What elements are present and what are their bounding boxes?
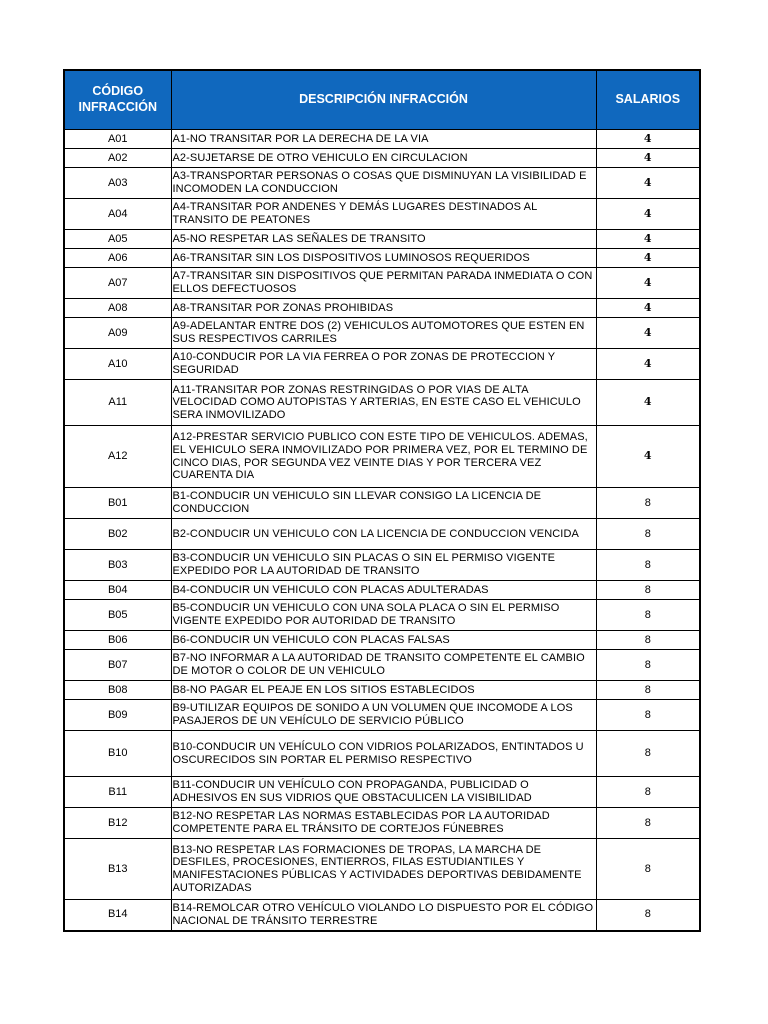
table-row [64, 777, 700, 808]
wages-cell: 8 [596, 631, 700, 650]
wages-cell: 8 [596, 839, 700, 900]
description-cell: A7-TRANSITAR SIN DISPOSITIVOS QUE PERMITAN PARADA INMEDIATA O CON ELLOS DEFECTUOSOS [171, 268, 596, 299]
wages-cell: 4 [596, 149, 700, 168]
table-row [64, 249, 700, 268]
wages-cell: 8 [596, 488, 700, 519]
description-cell: A10-CONDUCIR POR LA VIA FERREA O POR ZONAS DE PROTECCION Y SEGURIDAD [171, 349, 596, 380]
wages-cell: 8 [596, 700, 700, 731]
table-row [64, 681, 700, 700]
code-cell: B08 [64, 681, 171, 700]
description-cell: B8-NO PAGAR EL PEAJE EN LOS SITIOS ESTABLECIDOS [171, 681, 596, 700]
table-header [64, 70, 700, 130]
table-row [64, 581, 700, 600]
description-cell: A1-NO TRANSITAR POR LA DERECHA DE LA VIA [171, 130, 596, 149]
description-cell: B2-CONDUCIR UN VEHICULO CON LA LICENCIA DE CONDUCCION VENCIDA [171, 519, 596, 550]
description-cell: B10-CONDUCIR UN VEHÍCULO CON VIDRIOS POLARIZADOS, ENTINTADOS U OSCURECIDOS SIN PORTAR EL PERMISO RESPECTIVO [171, 731, 596, 777]
code-cell: A05 [64, 230, 171, 249]
wages-cell: 4 [596, 426, 700, 488]
description-cell: B6-CONDUCIR UN VEHICULO CON PLACAS FALSAS [171, 631, 596, 650]
table-row [64, 731, 700, 777]
code-cell: B14 [64, 900, 171, 931]
code-cell: B10 [64, 731, 171, 777]
table-row [64, 631, 700, 650]
description-cell: A4-TRANSITAR POR ANDENES Y DEMÁS LUGARES DESTINADOS AL TRANSITO DE PEATONES [171, 199, 596, 230]
wages-cell: 8 [596, 731, 700, 777]
header-row [64, 70, 700, 130]
table-body [64, 130, 700, 931]
description-cell: B7-NO INFORMAR A LA AUTORIDAD DE TRANSITO COMPETENTE EL CAMBIO DE MOTOR O COLOR DE UN VEHICULO [171, 650, 596, 681]
wages-cell: 8 [596, 808, 700, 839]
wages-cell: 4 [596, 168, 700, 199]
code-cell: B11 [64, 777, 171, 808]
code-cell: B09 [64, 700, 171, 731]
description-cell: B11-CONDUCIR UN VEHÍCULO CON PROPAGANDA, PUBLICIDAD O ADHESIVOS EN SUS VIDRIOS QUE OBSTACULICEN LA VISIBILIDAD [171, 777, 596, 808]
infractions-table [63, 69, 701, 932]
wages-cell: 4 [596, 199, 700, 230]
description-cell: B12-NO RESPETAR LAS NORMAS ESTABLECIDAS POR LA AUTORIDAD COMPETENTE PARA EL TRÁNSITO DE CORTEJOS FÚNEBRES [171, 808, 596, 839]
table-row [64, 839, 700, 900]
table-row [64, 268, 700, 299]
table-row [64, 550, 700, 581]
table-row [64, 380, 700, 426]
table-row [64, 808, 700, 839]
table-row [64, 900, 700, 931]
description-cell: A12-PRESTAR SERVICIO PUBLICO CON ESTE TIPO DE VEHICULOS. ADEMAS, EL VEHICULO SERA INMOVILIZADO POR PRIMERA VEZ, POR EL TERMINO DE CINCO DIAS, POR SEGUNDA VEZ VEINTE DIAS Y POR TERCERA VEZ CUARENTA DIA [171, 426, 596, 488]
code-cell: A11 [64, 380, 171, 426]
wages-cell: 4 [596, 299, 700, 318]
description-cell: B4-CONDUCIR UN VEHICULO CON PLACAS ADULTERADAS [171, 581, 596, 600]
code-cell: B05 [64, 600, 171, 631]
code-cell: A07 [64, 268, 171, 299]
description-cell: A5-NO RESPETAR LAS SEÑALES DE TRANSITO [171, 230, 596, 249]
description-cell: A8-TRANSITAR POR ZONAS PROHIBIDAS [171, 299, 596, 318]
description-cell: A6-TRANSITAR SIN LOS DISPOSITIVOS LUMINOSOS REQUERIDOS [171, 249, 596, 268]
code-cell: A12 [64, 426, 171, 488]
description-cell: A3-TRANSPORTAR PERSONAS O COSAS QUE DISMINUYAN LA VISIBILIDAD E INCOMODEN LA CONDUCCION [171, 168, 596, 199]
code-cell: B02 [64, 519, 171, 550]
table-row [64, 318, 700, 349]
code-cell: A09 [64, 318, 171, 349]
code-cell: B06 [64, 631, 171, 650]
description-cell: B9-UTILIZAR EQUIPOS DE SONIDO A UN VOLUMEN QUE INCOMODE A LOS PASAJEROS DE UN VEHÍCULO DE SERVICIO PÚBLICO [171, 700, 596, 731]
wages-cell: 4 [596, 249, 700, 268]
wages-cell: 8 [596, 581, 700, 600]
header-code: CÓDIGO INFRACCIÓN [64, 70, 171, 130]
wages-cell: 4 [596, 230, 700, 249]
description-cell: A11-TRANSITAR POR ZONAS RESTRINGIDAS O POR VIAS DE ALTA VELOCIDAD COMO AUTOPISTAS Y ARTERIAS, EN ESTE CASO EL VEHICULO SERA INMOVILIZADO [171, 380, 596, 426]
table-row [64, 600, 700, 631]
header-description: DESCRIPCIÓN INFRACCIÓN [171, 70, 596, 130]
code-cell: A02 [64, 149, 171, 168]
wages-cell: 8 [596, 681, 700, 700]
description-cell: B1-CONDUCIR UN VEHICULO SIN LLEVAR CONSIGO LA LICENCIA DE CONDUCCION [171, 488, 596, 519]
description-cell: B5-CONDUCIR UN VEHICULO CON UNA SOLA PLACA O SIN EL PERMISO VIGENTE EXPEDIDO POR AUTORIDAD DE TRANSITO [171, 600, 596, 631]
wages-cell: 8 [596, 650, 700, 681]
code-cell: B12 [64, 808, 171, 839]
table-row [64, 650, 700, 681]
code-cell: A03 [64, 168, 171, 199]
wages-cell: 8 [596, 519, 700, 550]
wages-cell: 4 [596, 318, 700, 349]
table-row [64, 519, 700, 550]
header-wages: SALARIOS [596, 70, 700, 130]
code-cell: A04 [64, 199, 171, 230]
description-cell: B13-NO RESPETAR LAS FORMACIONES DE TROPAS, LA MARCHA DE DESFILES, PROCESIONES, ENTIERROS, FILAS ESTUDIANTILES Y MANIFESTACIONES PÚBLICAS Y ACTIVIDADES DEPORTIVAS DEBIDAMENTE AUTORIZADAS [171, 839, 596, 900]
wages-cell: 8 [596, 777, 700, 808]
code-cell: A10 [64, 349, 171, 380]
table-row [64, 230, 700, 249]
table-row [64, 700, 700, 731]
wages-cell: 8 [596, 900, 700, 931]
description-cell: A9-ADELANTAR ENTRE DOS (2) VEHICULOS AUTOMOTORES QUE ESTEN EN SUS RESPECTIVOS CARRILES [171, 318, 596, 349]
wages-cell: 4 [596, 349, 700, 380]
wages-cell: 4 [596, 380, 700, 426]
code-cell: B01 [64, 488, 171, 519]
wages-cell: 4 [596, 130, 700, 149]
table-row [64, 130, 700, 149]
code-cell: A01 [64, 130, 171, 149]
wages-cell: 8 [596, 550, 700, 581]
description-cell: B14-REMOLCAR OTRO VEHÍCULO VIOLANDO LO DISPUESTO POR EL CÓDIGO NACIONAL DE TRÁNSITO TERRESTRE [171, 900, 596, 931]
description-cell: A2-SUJETARSE DE OTRO VEHICULO EN CIRCULACION [171, 149, 596, 168]
table-row [64, 426, 700, 488]
table-row [64, 488, 700, 519]
code-cell: B07 [64, 650, 171, 681]
table-row [64, 299, 700, 318]
code-cell: A08 [64, 299, 171, 318]
code-cell: B04 [64, 581, 171, 600]
wages-cell: 8 [596, 600, 700, 631]
table-row [64, 149, 700, 168]
code-cell: B13 [64, 839, 171, 900]
wages-cell: 4 [596, 268, 700, 299]
table-row [64, 199, 700, 230]
table-row [64, 349, 700, 380]
description-cell: B3-CONDUCIR UN VEHICULO SIN PLACAS O SIN EL PERMISO VIGENTE EXPEDIDO POR LA AUTORIDAD DE TRANSITO [171, 550, 596, 581]
code-cell: A06 [64, 249, 171, 268]
table-row [64, 168, 700, 199]
code-cell: B03 [64, 550, 171, 581]
